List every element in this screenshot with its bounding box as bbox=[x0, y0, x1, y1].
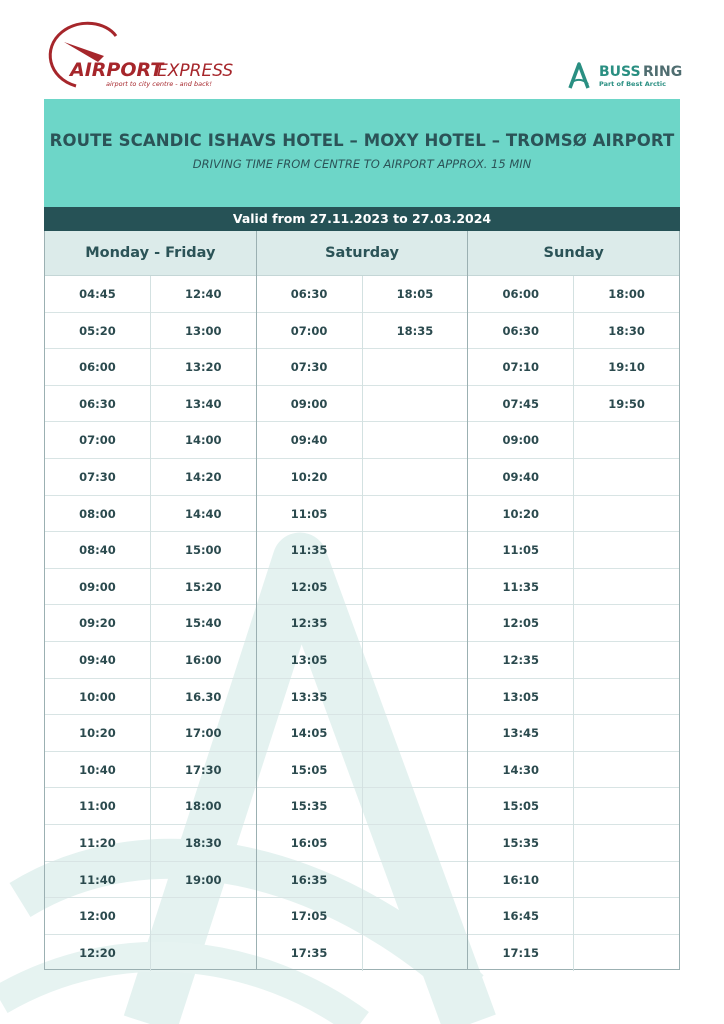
departure-time: 15:35 bbox=[257, 788, 362, 825]
departure-time: 07:10 bbox=[468, 349, 573, 386]
departure-time: 19:10 bbox=[574, 349, 679, 386]
departure-time bbox=[363, 642, 468, 679]
validity-bar: Valid from 27.11.2023 to 27.03.2024 bbox=[44, 207, 680, 231]
departure-time bbox=[151, 898, 256, 935]
departure-time: 15:35 bbox=[468, 825, 573, 862]
departure-time: 19:00 bbox=[151, 862, 256, 899]
departure-time bbox=[363, 715, 468, 752]
departure-time bbox=[574, 605, 679, 642]
svg-text:Part of Best Arctic: Part of Best Arctic bbox=[599, 80, 666, 88]
departure-time: 17:15 bbox=[502, 945, 540, 960]
departure-time: 07:45 bbox=[468, 386, 573, 423]
departure-time bbox=[363, 679, 468, 716]
departure-time: 19:50 bbox=[574, 386, 679, 423]
departure-time bbox=[574, 862, 679, 899]
departure-time: 14:20 bbox=[151, 459, 256, 496]
route-banner bbox=[44, 99, 680, 207]
departure-time bbox=[574, 642, 679, 679]
departure-time: 16:45 bbox=[468, 898, 573, 935]
departure-time: 16:05 bbox=[257, 825, 362, 862]
departure-time: 13:20 bbox=[151, 349, 256, 386]
departure-time bbox=[363, 349, 468, 386]
departure-time: 11:35 bbox=[468, 569, 573, 606]
departure-time bbox=[574, 752, 679, 789]
departure-time: 14:30 bbox=[468, 752, 573, 789]
departure-time: 11:05 bbox=[468, 532, 573, 569]
departure-time bbox=[363, 752, 468, 789]
departure-time: 06:30 bbox=[468, 313, 573, 350]
departure-time: 10:20 bbox=[45, 715, 150, 752]
departure-time: 06:00 bbox=[468, 276, 573, 313]
time-column bbox=[362, 276, 468, 971]
departure-time: 13:00 bbox=[151, 313, 256, 350]
departure-time: 18:00 bbox=[574, 276, 679, 313]
departure-time: 18:30 bbox=[151, 825, 256, 862]
departure-time bbox=[363, 898, 468, 935]
departure-time: 12:40 bbox=[151, 276, 256, 313]
departure-time: 11:40 bbox=[45, 862, 150, 899]
time-column bbox=[150, 276, 256, 971]
departure-time bbox=[363, 422, 468, 459]
departure-time: 17:05 bbox=[257, 898, 362, 935]
departure-time: 06:30 bbox=[45, 386, 150, 423]
departure-time bbox=[574, 422, 679, 459]
departure-time: 16.30 bbox=[151, 679, 256, 716]
bussring-logo bbox=[566, 58, 688, 92]
day-section bbox=[468, 231, 679, 969]
departure-time bbox=[363, 496, 468, 533]
departure-time: 15:05 bbox=[257, 752, 362, 789]
departure-time bbox=[574, 532, 679, 569]
departure-time bbox=[574, 569, 679, 606]
departure-time: 15:20 bbox=[151, 569, 256, 606]
svg-text:BUSS: BUSS bbox=[599, 64, 641, 80]
departure-time: 13:40 bbox=[151, 386, 256, 423]
departure-time: 11:05 bbox=[257, 496, 362, 533]
airport-express-logo bbox=[40, 18, 240, 94]
departure-time: 09:40 bbox=[257, 422, 362, 459]
departure-time: 15:40 bbox=[151, 605, 256, 642]
departure-time: 08:00 bbox=[45, 496, 150, 533]
departure-time bbox=[363, 862, 468, 899]
departure-time: 10:40 bbox=[45, 752, 150, 789]
departure-time: 09:40 bbox=[468, 459, 573, 496]
departure-time: 12:35 bbox=[257, 605, 362, 642]
departure-time bbox=[363, 605, 468, 642]
time-column bbox=[257, 276, 362, 971]
departure-time: 15:05 bbox=[468, 788, 573, 825]
departure-time: 12:05 bbox=[468, 605, 573, 642]
day-header: Monday - Friday bbox=[45, 231, 256, 276]
departure-time bbox=[574, 825, 679, 862]
departure-time bbox=[363, 532, 468, 569]
departure-time: 16:35 bbox=[257, 862, 362, 899]
departure-time: 07:30 bbox=[45, 459, 150, 496]
departure-time: 10:20 bbox=[468, 496, 573, 533]
departure-time: 07:00 bbox=[45, 422, 150, 459]
departure-time: 10:00 bbox=[45, 679, 150, 716]
departure-time: 07:30 bbox=[257, 349, 362, 386]
departure-time: 18:00 bbox=[151, 788, 256, 825]
departure-time bbox=[574, 935, 679, 972]
departure-time: 09:00 bbox=[45, 569, 150, 606]
departure-time bbox=[574, 788, 679, 825]
departure-time: 17:30 bbox=[151, 752, 256, 789]
svg-text:AIRPORT: AIRPORT bbox=[70, 59, 164, 81]
departure-time: 18:35 bbox=[363, 313, 468, 350]
departure-time bbox=[151, 935, 256, 972]
departure-time bbox=[363, 788, 468, 825]
departure-time: 18:30 bbox=[574, 313, 679, 350]
departure-time: 10:20 bbox=[257, 459, 362, 496]
departure-time: 18:05 bbox=[363, 276, 468, 313]
departure-time: 11:20 bbox=[45, 825, 150, 862]
departure-time: 12:35 bbox=[468, 642, 573, 679]
departure-time: 14:00 bbox=[151, 422, 256, 459]
svg-text:airport to city centre - and b: airport to city centre - and back! bbox=[106, 80, 213, 88]
departure-time bbox=[574, 496, 679, 533]
departure-time: 09:20 bbox=[45, 605, 150, 642]
departure-time: 17:00 bbox=[151, 715, 256, 752]
departure-time: 09:40 bbox=[45, 642, 150, 679]
departure-time: 17:35 bbox=[290, 945, 328, 960]
departure-time: 11:35 bbox=[257, 532, 362, 569]
departure-time: 13:05 bbox=[257, 642, 362, 679]
departure-time: 09:00 bbox=[257, 386, 362, 423]
departure-time bbox=[363, 569, 468, 606]
departure-time: 12:20 bbox=[79, 945, 116, 960]
departure-time: 14:40 bbox=[151, 496, 256, 533]
departure-time: 09:00 bbox=[468, 422, 573, 459]
departure-time bbox=[363, 935, 468, 972]
departure-time bbox=[363, 459, 468, 496]
departure-time: 12:00 bbox=[45, 898, 150, 935]
departure-time: 08:40 bbox=[45, 532, 150, 569]
departure-time: 05:20 bbox=[45, 313, 150, 350]
day-header: Saturday bbox=[257, 231, 468, 276]
day-section bbox=[45, 231, 257, 969]
departure-time bbox=[574, 715, 679, 752]
departure-time: 04:45 bbox=[45, 276, 150, 313]
departure-time: 13:45 bbox=[468, 715, 573, 752]
departure-time: 14:05 bbox=[257, 715, 362, 752]
departure-time: 13:05 bbox=[468, 679, 573, 716]
departure-time: 12:05 bbox=[257, 569, 362, 606]
departure-time: 06:30 bbox=[257, 276, 362, 313]
route-title: ROUTE SCANDIC ISHAVS HOTEL – MOXY HOTEL – TROMSØ AIRPORT bbox=[49, 131, 675, 150]
departure-time: 13:35 bbox=[257, 679, 362, 716]
svg-text:RING: RING bbox=[643, 64, 683, 80]
route-subtitle: DRIVING TIME FROM CENTRE TO AIRPORT APPROX. 15 MIN bbox=[192, 157, 532, 171]
time-column bbox=[45, 276, 150, 971]
departure-time: 15:00 bbox=[151, 532, 256, 569]
departure-time: 06:00 bbox=[45, 349, 150, 386]
departure-time bbox=[574, 459, 679, 496]
timetable-sheet bbox=[44, 99, 680, 970]
departure-time bbox=[363, 825, 468, 862]
departure-time: 11:00 bbox=[45, 788, 150, 825]
time-column bbox=[468, 276, 573, 971]
departure-time: 16:00 bbox=[151, 642, 256, 679]
day-section bbox=[257, 231, 469, 969]
timetable bbox=[44, 231, 680, 970]
departure-time bbox=[574, 679, 679, 716]
svg-text:EXPRESS: EXPRESS bbox=[157, 61, 234, 81]
day-header: Sunday bbox=[468, 231, 679, 276]
departure-time: 16:10 bbox=[468, 862, 573, 899]
departure-time: 07:00 bbox=[257, 313, 362, 350]
time-column bbox=[573, 276, 679, 971]
departure-time bbox=[363, 386, 468, 423]
departure-time bbox=[574, 898, 679, 935]
